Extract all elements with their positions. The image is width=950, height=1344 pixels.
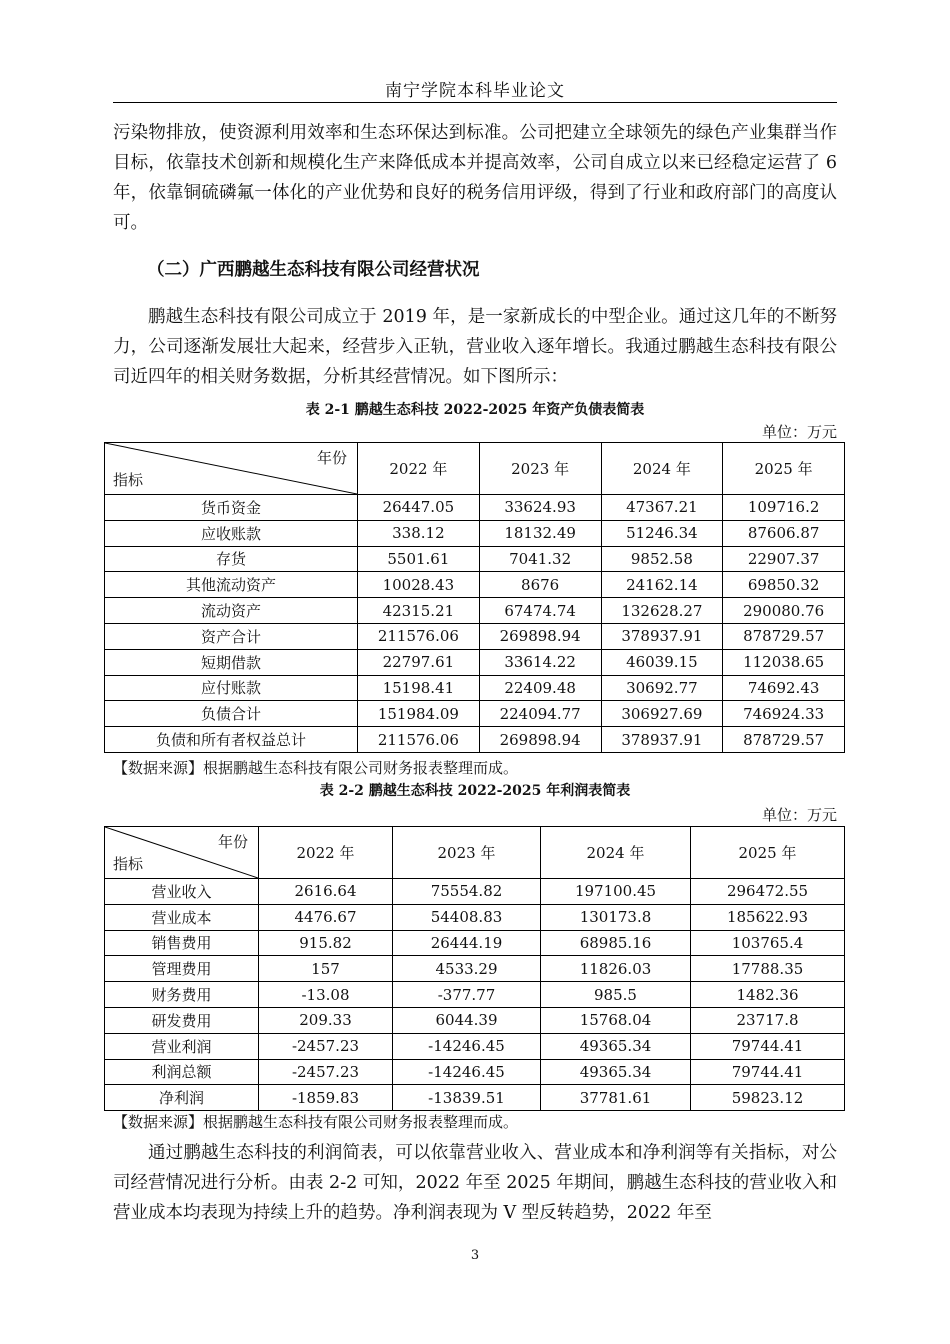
paragraph-intro: 污染物排放，使资源利用效率和生态环保达到标准。公司把建立全球领先的绿色产业集群当作目标，依靠技术创新和规模化生产来降低成本并提高效率，公司自成立以来已经稳定运营了 6 年，依靠铜硫磷氟一体化的产业优势和良好的税务信用评级，得到了行业和政府部门的高度认可。 [113,123,837,233]
table-cell: 269898.94 [479,727,601,753]
table-cell: 269898.94 [479,623,601,649]
table-cell: 79744.41 [691,1033,845,1059]
year-header: 2024 年 [601,443,723,495]
table-cell: 30692.77 [601,675,723,701]
table-cell: 15768.04 [541,1007,691,1033]
table2-unit: 单位：万元 [761,806,837,824]
table-cell: 878729.57 [723,623,845,649]
table-row [105,675,845,701]
table-cell: 59823.12 [691,1085,845,1111]
corner-year-label: 年份 [217,833,248,851]
page-number: 3 [470,1248,480,1263]
table-cell: 6044.39 [393,1007,541,1033]
year-header: 2023 年 [479,443,601,495]
table-cell: 22409.48 [479,675,601,701]
table-cell: 306927.69 [601,701,723,727]
table-cell: -14246.45 [393,1033,541,1059]
table-cell: -2457.23 [259,1059,393,1085]
table2-caption: 表 2-2 鹏越生态科技 2022-2025 年利润表简表 [319,783,631,799]
table1-corner-cell [105,443,358,495]
table-cell: 69850.32 [723,572,845,598]
corner-indicator-label: 指标 [113,855,144,873]
table-cell: 75554.82 [393,879,541,905]
table-cell: -13.08 [259,982,393,1008]
table-cell: 54408.83 [393,904,541,930]
table-cell: 8676 [479,572,601,598]
table-cell: 130173.8 [541,904,691,930]
table-cell: 46039.15 [601,649,723,675]
table-cell: 378937.91 [601,623,723,649]
table-cell: -14246.45 [393,1059,541,1085]
table-cell: 67474.74 [479,598,601,624]
table1-source: 【数据来源】根据鹏越生态科技有限公司财务报表整理而成。 [113,759,519,777]
row-label: 货币资金 [105,495,358,521]
row-label: 利润总额 [105,1059,259,1085]
table-cell: 49365.34 [541,1033,691,1059]
row-label: 资产合计 [105,623,358,649]
table-row [105,546,845,572]
table-row [105,623,845,649]
balance-sheet-table [104,442,845,753]
table-cell: 17788.35 [691,956,845,982]
table-cell: 211576.06 [358,727,480,753]
table-cell: 224094.77 [479,701,601,727]
table-cell: 42315.21 [358,598,480,624]
table-cell: 296472.55 [691,879,845,905]
row-label: 财务费用 [105,982,259,1008]
year-header: 2025 年 [723,443,845,495]
table-cell: 132628.27 [601,598,723,624]
year-header: 2025 年 [691,827,845,879]
table-cell: 11826.03 [541,956,691,982]
running-header: 南宁学院本科毕业论文 [385,81,565,101]
year-header: 2022 年 [358,443,480,495]
paragraph-company: 鹏越生态科技有限公司成立于 2019 年，是一家新成长的中型企业。通过这几年的不断努力，公司逐渐发展壮大起来，经营步入正轨，营业收入逐年增长。我通过鹏越生态科技有限公司近四年的相关财务数据，分析其经营情况。如下图所示： [113,307,837,387]
table-cell: -2457.23 [259,1033,393,1059]
table1-caption: 表 2-1 鹏越生态科技 2022-2025 年资产负债表简表 [305,402,645,418]
table-cell: 87606.87 [723,520,845,546]
header-rule [113,102,837,103]
table-row [105,904,845,930]
row-label: 应付账款 [105,675,358,701]
table-cell: -377.77 [393,982,541,1008]
row-label: 存货 [105,546,358,572]
table-cell: 338.12 [358,520,480,546]
row-label: 短期借款 [105,649,358,675]
table-row [105,572,845,598]
table2-source: 【数据来源】根据鹏越生态科技有限公司财务报表整理而成。 [113,1113,519,1131]
table-cell: 68985.16 [541,930,691,956]
table-row [105,879,845,905]
table-row [105,1007,845,1033]
table-cell: 915.82 [259,930,393,956]
table-cell: 185622.93 [691,904,845,930]
row-label: 营业利润 [105,1033,259,1059]
table-cell: 74692.43 [723,675,845,701]
table-cell: -1859.83 [259,1085,393,1111]
year-header: 2022 年 [259,827,393,879]
table-cell: 103765.4 [691,930,845,956]
row-label: 负债和所有者权益总计 [105,727,358,753]
row-label: 应收账款 [105,520,358,546]
row-label: 净利润 [105,1085,259,1111]
row-label: 销售费用 [105,930,259,956]
corner-indicator-label: 指标 [113,471,144,489]
table-cell: 7041.32 [479,546,601,572]
table-cell: 209.33 [259,1007,393,1033]
table-cell: 5501.61 [358,546,480,572]
table-cell: 79744.41 [691,1059,845,1085]
table-row [105,598,845,624]
table-row [105,649,845,675]
paragraph-analysis: 通过鹏越生态科技的利润简表，可以依靠营业收入、营业成本和净利润等有关指标，对公司经营情况进行分析。由表 2-2 可知，2022 年至 2025 年期间，鹏越生态科技的营业收入和营业成本均表现为持续上升的趋势。净利润表现为 V 型反转趋势，2022 年至 [113,1143,837,1223]
row-label: 营业收入 [105,879,259,905]
table-cell: 290080.76 [723,598,845,624]
table-row [105,495,845,521]
table-cell: 26444.19 [393,930,541,956]
table-row [105,982,845,1008]
table-cell: 211576.06 [358,623,480,649]
table-row [105,930,845,956]
table-cell: 26447.05 [358,495,480,521]
table-row [105,727,845,753]
table-cell: 985.5 [541,982,691,1008]
table-cell: 151984.09 [358,701,480,727]
section-heading: （二）广西鹏越生态科技有限公司经营状况 [147,260,480,280]
table-cell: 22907.37 [723,546,845,572]
row-label: 负债合计 [105,701,358,727]
table-cell: 15198.41 [358,675,480,701]
table1-unit: 单位：万元 [761,423,837,441]
row-label: 研发费用 [105,1007,259,1033]
table-row [105,956,845,982]
table-cell: 4476.67 [259,904,393,930]
table-cell: 33614.22 [479,649,601,675]
table-cell: 112038.65 [723,649,845,675]
table-cell: 157 [259,956,393,982]
table-cell: 197100.45 [541,879,691,905]
table-cell: -13839.51 [393,1085,541,1111]
table-cell: 33624.93 [479,495,601,521]
table-cell: 878729.57 [723,727,845,753]
table-cell: 109716.2 [723,495,845,521]
row-label: 其他流动资产 [105,572,358,598]
table-cell: 2616.64 [259,879,393,905]
table-row [105,1033,845,1059]
table-cell: 4533.29 [393,956,541,982]
table-cell: 24162.14 [601,572,723,598]
table2-corner-cell [105,827,259,879]
year-header: 2023 年 [393,827,541,879]
table-cell: 1482.36 [691,982,845,1008]
table-cell: 22797.61 [358,649,480,675]
table-row [105,520,845,546]
table-cell: 18132.49 [479,520,601,546]
table-cell: 37781.61 [541,1085,691,1111]
table-cell: 23717.8 [691,1007,845,1033]
income-statement-table [104,826,845,1111]
year-header: 2024 年 [541,827,691,879]
table-row [105,1085,845,1111]
row-label: 流动资产 [105,598,358,624]
table-cell: 47367.21 [601,495,723,521]
table-cell: 49365.34 [541,1059,691,1085]
table-row [105,1059,845,1085]
table-cell: 51246.34 [601,520,723,546]
corner-year-label: 年份 [316,449,347,467]
table-cell: 746924.33 [723,701,845,727]
table-cell: 378937.91 [601,727,723,753]
table-cell: 10028.43 [358,572,480,598]
row-label: 营业成本 [105,904,259,930]
row-label: 管理费用 [105,956,259,982]
table-cell: 9852.58 [601,546,723,572]
table-row [105,701,845,727]
